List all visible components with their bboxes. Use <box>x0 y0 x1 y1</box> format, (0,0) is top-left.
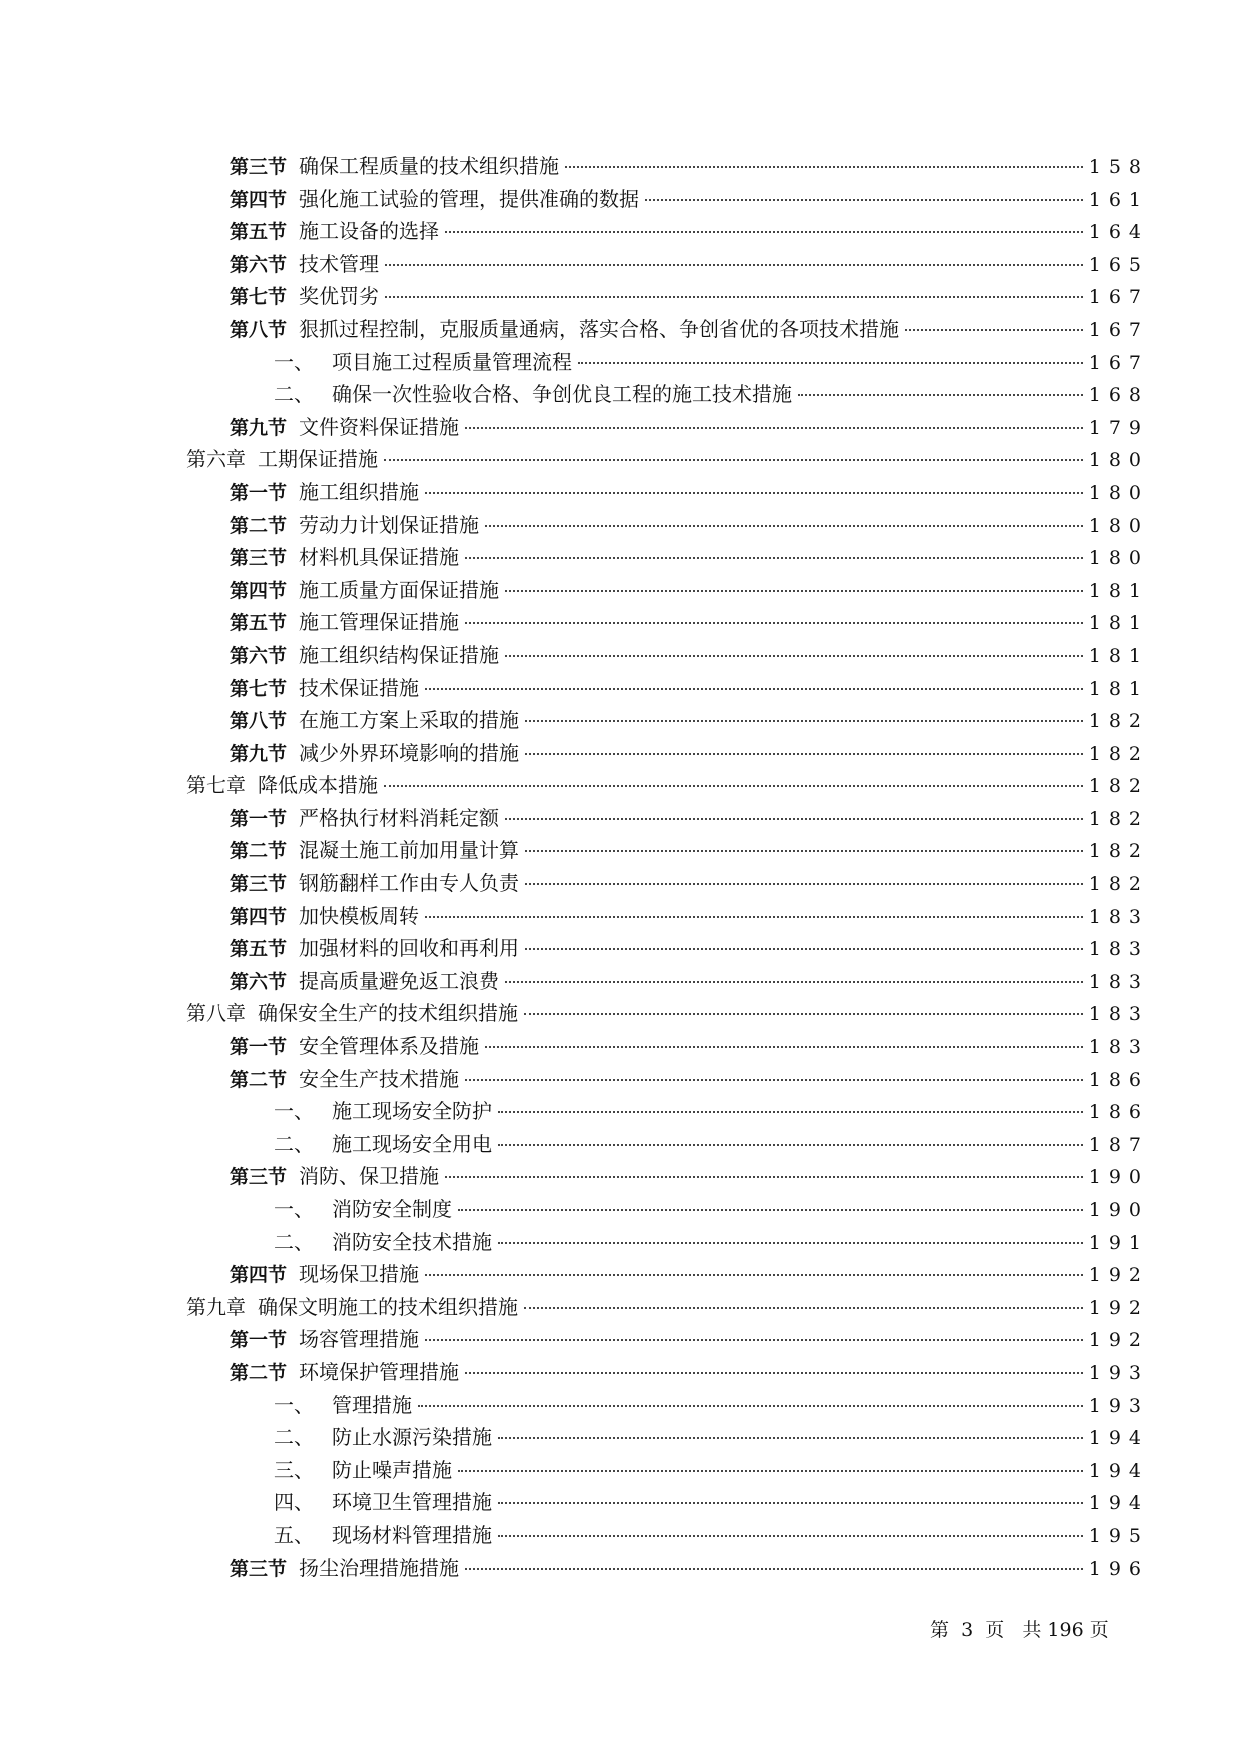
dot-leader <box>798 394 1083 396</box>
toc-entry-page: 167 <box>1088 318 1149 341</box>
toc-entry-number: 第七章 <box>186 773 246 798</box>
toc-entry-title: 施工现场安全防护 <box>332 1099 492 1124</box>
dot-leader <box>385 264 1083 266</box>
toc-entry-number: 第一节 <box>230 481 288 504</box>
dot-leader <box>498 1111 1083 1113</box>
toc-entry-title: 确保安全生产的技术组织措施 <box>258 1001 518 1026</box>
toc-entry[interactable] <box>186 1421 1149 1454</box>
toc-entry[interactable] <box>186 802 1149 835</box>
toc-entry-title: 确保工程质量的技术组织措施 <box>299 154 560 178</box>
toc-entry-number: 第三节 <box>230 873 288 896</box>
dot-leader <box>385 296 1083 298</box>
toc-entry[interactable] <box>186 867 1149 900</box>
toc-entry[interactable] <box>186 672 1149 705</box>
toc-entry-page: 193 <box>1088 1394 1149 1417</box>
toc-entry-number: 第八章 <box>186 1001 246 1026</box>
toc-entry[interactable] <box>186 183 1149 216</box>
toc-entry-page: 195 <box>1088 1524 1149 1547</box>
dot-leader <box>524 1013 1083 1015</box>
toc-entry-number: 一、 <box>274 1099 314 1124</box>
toc-entry-number: 二、 <box>274 1131 314 1156</box>
toc-entry[interactable] <box>186 1454 1149 1487</box>
dot-leader <box>525 850 1083 852</box>
toc-entry-title: 严格执行材料消耗定额 <box>299 805 500 830</box>
toc-entry-title: 现场保卫措施 <box>299 1262 420 1287</box>
dot-leader <box>465 1372 1083 1374</box>
toc-entry-number: 第六节 <box>230 253 288 276</box>
dot-leader <box>445 1176 1083 1178</box>
toc-entry-number: 第九节 <box>230 416 288 439</box>
table-of-contents <box>186 150 1149 1584</box>
toc-entry-title: 降低成本措施 <box>258 773 378 798</box>
dot-leader <box>384 785 1083 787</box>
toc-entry-page: 180 <box>1088 449 1149 472</box>
dot-leader <box>905 329 1083 331</box>
toc-entry-number: 五、 <box>274 1522 314 1547</box>
dot-leader <box>505 590 1083 592</box>
toc-entry-number: 第六章 <box>186 447 246 472</box>
toc-entry-page: 187 <box>1088 1133 1149 1156</box>
toc-entry-title: 材料机具保证措施 <box>299 545 460 570</box>
toc-entry-number: 第五节 <box>230 612 288 635</box>
toc-entry[interactable] <box>186 1519 1149 1552</box>
toc-entry-number: 第三节 <box>230 156 288 178</box>
toc-entry-title: 扬尘治理措施措施 <box>299 1555 460 1580</box>
toc-entry-number: 第五节 <box>230 938 288 961</box>
toc-entry-title: 施工管理保证措施 <box>299 610 460 635</box>
dot-leader <box>498 1144 1083 1146</box>
toc-entry-title: 项目施工过程质量管理流程 <box>332 349 572 374</box>
toc-entry-title: 安全生产技术措施 <box>299 1066 460 1091</box>
toc-entry-page: 194 <box>1088 1492 1149 1515</box>
dot-leader <box>505 818 1083 820</box>
toc-entry-title: 施工组织措施 <box>299 479 420 504</box>
toc-entry-number: 一、 <box>274 349 314 374</box>
dot-leader <box>465 427 1083 429</box>
toc-entry-page: 167 <box>1088 351 1149 374</box>
toc-entry-page: 190 <box>1088 1166 1149 1189</box>
toc-entry[interactable] <box>186 1552 1149 1585</box>
toc-entry[interactable] <box>186 1486 1149 1519</box>
toc-entry-page: 182 <box>1088 710 1149 733</box>
toc-entry-page: 158 <box>1088 156 1149 178</box>
toc-entry-title: 加快模板周转 <box>299 903 420 928</box>
toc-entry-page: 182 <box>1088 873 1149 896</box>
toc-entry-page: 164 <box>1088 221 1149 244</box>
dot-leader <box>578 362 1083 364</box>
toc-entry-page: 183 <box>1088 970 1149 993</box>
dot-leader <box>465 622 1083 624</box>
toc-entry[interactable] <box>186 1323 1149 1356</box>
dot-leader <box>565 166 1083 168</box>
toc-entry-number: 第二节 <box>230 1068 288 1091</box>
toc-entry-number: 第三节 <box>230 1557 288 1580</box>
toc-entry-page: 183 <box>1088 1003 1149 1026</box>
toc-entry-title: 管理措施 <box>332 1392 412 1417</box>
toc-entry-title: 现场材料管理措施 <box>332 1522 492 1547</box>
toc-entry[interactable] <box>186 1389 1149 1422</box>
toc-entry-title: 提高质量避免返工浪费 <box>299 968 500 993</box>
toc-entry[interactable] <box>186 280 1149 313</box>
toc-entry-number: 第三节 <box>230 1166 288 1189</box>
toc-entry-title: 奖优罚劣 <box>299 284 380 309</box>
toc-entry[interactable] <box>186 541 1149 574</box>
dot-leader <box>485 1046 1083 1048</box>
toc-entry-number: 四、 <box>274 1490 314 1515</box>
toc-entry-title: 环境保护管理措施 <box>299 1359 460 1384</box>
dot-leader <box>498 1535 1083 1537</box>
dot-leader <box>418 1405 1083 1407</box>
dot-leader <box>505 981 1083 983</box>
dot-leader <box>505 655 1083 657</box>
toc-entry-number: 第四节 <box>230 188 288 211</box>
toc-entry-number: 第四节 <box>230 579 288 602</box>
toc-entry-number: 第七节 <box>230 286 288 309</box>
toc-entry-page: 182 <box>1088 807 1149 830</box>
toc-entry-page: 182 <box>1088 840 1149 863</box>
toc-entry[interactable] <box>186 1128 1149 1161</box>
toc-entry[interactable] <box>186 900 1149 933</box>
toc-entry-number: 第一节 <box>230 1036 288 1059</box>
toc-entry-page: 194 <box>1088 1427 1149 1450</box>
toc-entry-title: 钢筋翻样工作由专人负责 <box>299 871 520 896</box>
dot-leader <box>458 1209 1083 1211</box>
toc-entry[interactable] <box>186 639 1149 672</box>
toc-entry-title: 在施工方案上采取的措施 <box>299 708 520 733</box>
toc-entry-number: 第七节 <box>230 677 288 700</box>
toc-entry-page: 181 <box>1088 644 1149 667</box>
toc-entry-number: 第九节 <box>230 742 288 765</box>
toc-entry-title: 文件资料保证措施 <box>299 414 460 439</box>
toc-entry[interactable] <box>186 1291 1149 1324</box>
toc-entry-page: 165 <box>1088 253 1149 276</box>
toc-entry[interactable] <box>186 574 1149 607</box>
toc-entry-page: 193 <box>1088 1361 1149 1384</box>
toc-entry-page: 191 <box>1088 1231 1149 1254</box>
toc-entry[interactable] <box>186 1063 1149 1096</box>
page-footer: 第 3 页 共 196 页 <box>930 1619 1109 1641</box>
toc-entry[interactable] <box>186 737 1149 770</box>
toc-entry-number: 第八节 <box>230 318 288 341</box>
toc-entry-page: 192 <box>1088 1329 1149 1352</box>
dot-leader <box>525 720 1083 722</box>
toc-entry-number: 三、 <box>274 1457 314 1482</box>
toc-entry[interactable] <box>186 997 1149 1030</box>
toc-entry-number: 二、 <box>274 1425 314 1450</box>
dot-leader <box>525 883 1083 885</box>
toc-entry[interactable] <box>186 476 1149 509</box>
toc-entry-title: 狠抓过程控制，克服质量通病，落实合格、争创省优的各项技术措施 <box>299 316 900 341</box>
dot-leader <box>465 557 1083 559</box>
toc-entry[interactable] <box>186 378 1149 411</box>
toc-entry-title: 消防、保卫措施 <box>299 1164 440 1189</box>
toc-entry[interactable] <box>186 411 1149 444</box>
toc-entry-title: 技术管理 <box>299 251 380 276</box>
toc-entry[interactable] <box>186 1160 1149 1193</box>
toc-entry-number: 第四节 <box>230 1264 288 1287</box>
dot-leader <box>498 1242 1083 1244</box>
toc-entry-title: 施工设备的选择 <box>299 219 440 244</box>
dot-leader <box>524 1307 1083 1309</box>
toc-entry-title: 施工现场安全用电 <box>332 1131 492 1156</box>
toc-entry-page: 181 <box>1088 612 1149 635</box>
toc-entry-page: 181 <box>1088 677 1149 700</box>
dot-leader <box>465 1079 1083 1081</box>
toc-entry-page: 192 <box>1088 1264 1149 1287</box>
toc-entry-title: 减少外界环境影响的措施 <box>299 740 520 765</box>
dot-leader <box>425 916 1083 918</box>
dot-leader <box>645 199 1083 201</box>
toc-entry[interactable] <box>186 509 1149 542</box>
toc-entry-number: 第九章 <box>186 1294 246 1319</box>
toc-entry-number: 二、 <box>274 1229 314 1254</box>
toc-entry-title: 防止噪声措施 <box>332 1457 452 1482</box>
dot-leader <box>465 1568 1083 1570</box>
toc-entry-page: 182 <box>1088 775 1149 798</box>
dot-leader <box>498 1502 1083 1504</box>
toc-entry[interactable] <box>186 443 1149 476</box>
dot-leader <box>445 231 1083 233</box>
toc-entry-title: 强化施工试验的管理，提供准确的数据 <box>299 186 640 211</box>
dot-leader <box>485 525 1083 527</box>
toc-entry-number: 第八节 <box>230 710 288 733</box>
dot-leader <box>425 688 1083 690</box>
toc-entry-title: 安全管理体系及措施 <box>299 1034 480 1059</box>
toc-entry-page: 180 <box>1088 481 1149 504</box>
toc-entry-page: 180 <box>1088 547 1149 570</box>
toc-entry-number: 第一节 <box>230 1329 288 1352</box>
dot-leader <box>458 1470 1083 1472</box>
toc-entry[interactable] <box>186 1193 1149 1226</box>
toc-entry-page: 179 <box>1088 416 1149 439</box>
toc-entry[interactable] <box>186 346 1149 379</box>
toc-entry[interactable] <box>186 834 1149 867</box>
toc-entry-page: 192 <box>1088 1296 1149 1319</box>
toc-entry-title: 混凝土施工前加用量计算 <box>299 838 520 863</box>
toc-entry-page: 190 <box>1088 1199 1149 1221</box>
toc-entry-title: 确保文明施工的技术组织措施 <box>258 1294 518 1319</box>
toc-entry[interactable] <box>186 769 1149 802</box>
toc-entry-page: 168 <box>1088 384 1149 407</box>
toc-entry-number: 第五节 <box>230 221 288 244</box>
toc-entry[interactable] <box>186 1095 1149 1128</box>
toc-entry-title: 工期保证措施 <box>258 447 378 472</box>
toc-entry-page: 181 <box>1088 579 1149 602</box>
toc-entry[interactable] <box>186 313 1149 346</box>
dot-leader <box>425 1274 1083 1276</box>
toc-entry[interactable] <box>186 1356 1149 1389</box>
toc-entry-title: 环境卫生管理措施 <box>332 1490 492 1515</box>
toc-entry[interactable] <box>186 1258 1149 1291</box>
toc-entry-number: 第二节 <box>230 840 288 863</box>
toc-entry-title: 防止水源污染措施 <box>332 1425 492 1450</box>
toc-entry[interactable] <box>186 704 1149 737</box>
toc-entry[interactable] <box>186 965 1149 998</box>
toc-entry-number: 一、 <box>274 1392 314 1417</box>
toc-entry[interactable] <box>186 1030 1149 1063</box>
toc-entry-number: 第二节 <box>230 514 288 537</box>
toc-entry-title: 施工质量方面保证措施 <box>299 577 500 602</box>
toc-entry[interactable] <box>186 248 1149 281</box>
dot-leader <box>425 1339 1083 1341</box>
dot-leader <box>525 753 1083 755</box>
toc-entry-number: 第六节 <box>230 644 288 667</box>
toc-entry[interactable] <box>186 215 1149 248</box>
toc-entry-number: 第一节 <box>230 807 288 830</box>
toc-entry-page: 196 <box>1088 1557 1149 1580</box>
toc-entry-page: 183 <box>1088 1036 1149 1059</box>
toc-entry-title: 场容管理措施 <box>299 1327 420 1352</box>
toc-entry-page: 194 <box>1088 1459 1149 1482</box>
toc-entry-page: 182 <box>1088 742 1149 765</box>
toc-entry-number: 第三节 <box>230 547 288 570</box>
toc-entry-page: 183 <box>1088 905 1149 928</box>
toc-entry-title: 劳动力计划保证措施 <box>299 512 480 537</box>
toc-entry-title: 技术保证措施 <box>299 675 420 700</box>
toc-entry-number: 二、 <box>274 382 314 407</box>
toc-entry-page: 180 <box>1088 514 1149 537</box>
toc-entry[interactable] <box>186 932 1149 965</box>
dot-leader <box>384 459 1083 461</box>
toc-entry-page: 186 <box>1088 1101 1149 1124</box>
toc-entry-page: 183 <box>1088 938 1149 961</box>
dot-leader <box>498 1437 1083 1439</box>
toc-entry-title: 加强材料的回收和再利用 <box>299 936 520 961</box>
toc-entry-number: 一、 <box>274 1197 314 1221</box>
dot-leader <box>425 492 1083 494</box>
toc-entry-page: 167 <box>1088 286 1149 309</box>
toc-entry-number: 第四节 <box>230 905 288 928</box>
toc-entry-page: 161 <box>1088 188 1149 211</box>
dot-leader <box>525 948 1083 950</box>
toc-entry-title: 施工组织结构保证措施 <box>299 642 500 667</box>
toc-entry[interactable] <box>186 1226 1149 1259</box>
toc-entry[interactable] <box>186 606 1149 639</box>
toc-entry[interactable] <box>186 150 1149 183</box>
toc-entry-title: 确保一次性验收合格、争创优良工程的施工技术措施 <box>332 382 792 407</box>
toc-entry-title: 消防安全技术措施 <box>332 1229 492 1254</box>
toc-entry-title: 消防安全制度 <box>332 1197 452 1221</box>
toc-entry-number: 第六节 <box>230 970 288 993</box>
toc-entry-page: 186 <box>1088 1068 1149 1091</box>
toc-entry-number: 第二节 <box>230 1361 288 1384</box>
